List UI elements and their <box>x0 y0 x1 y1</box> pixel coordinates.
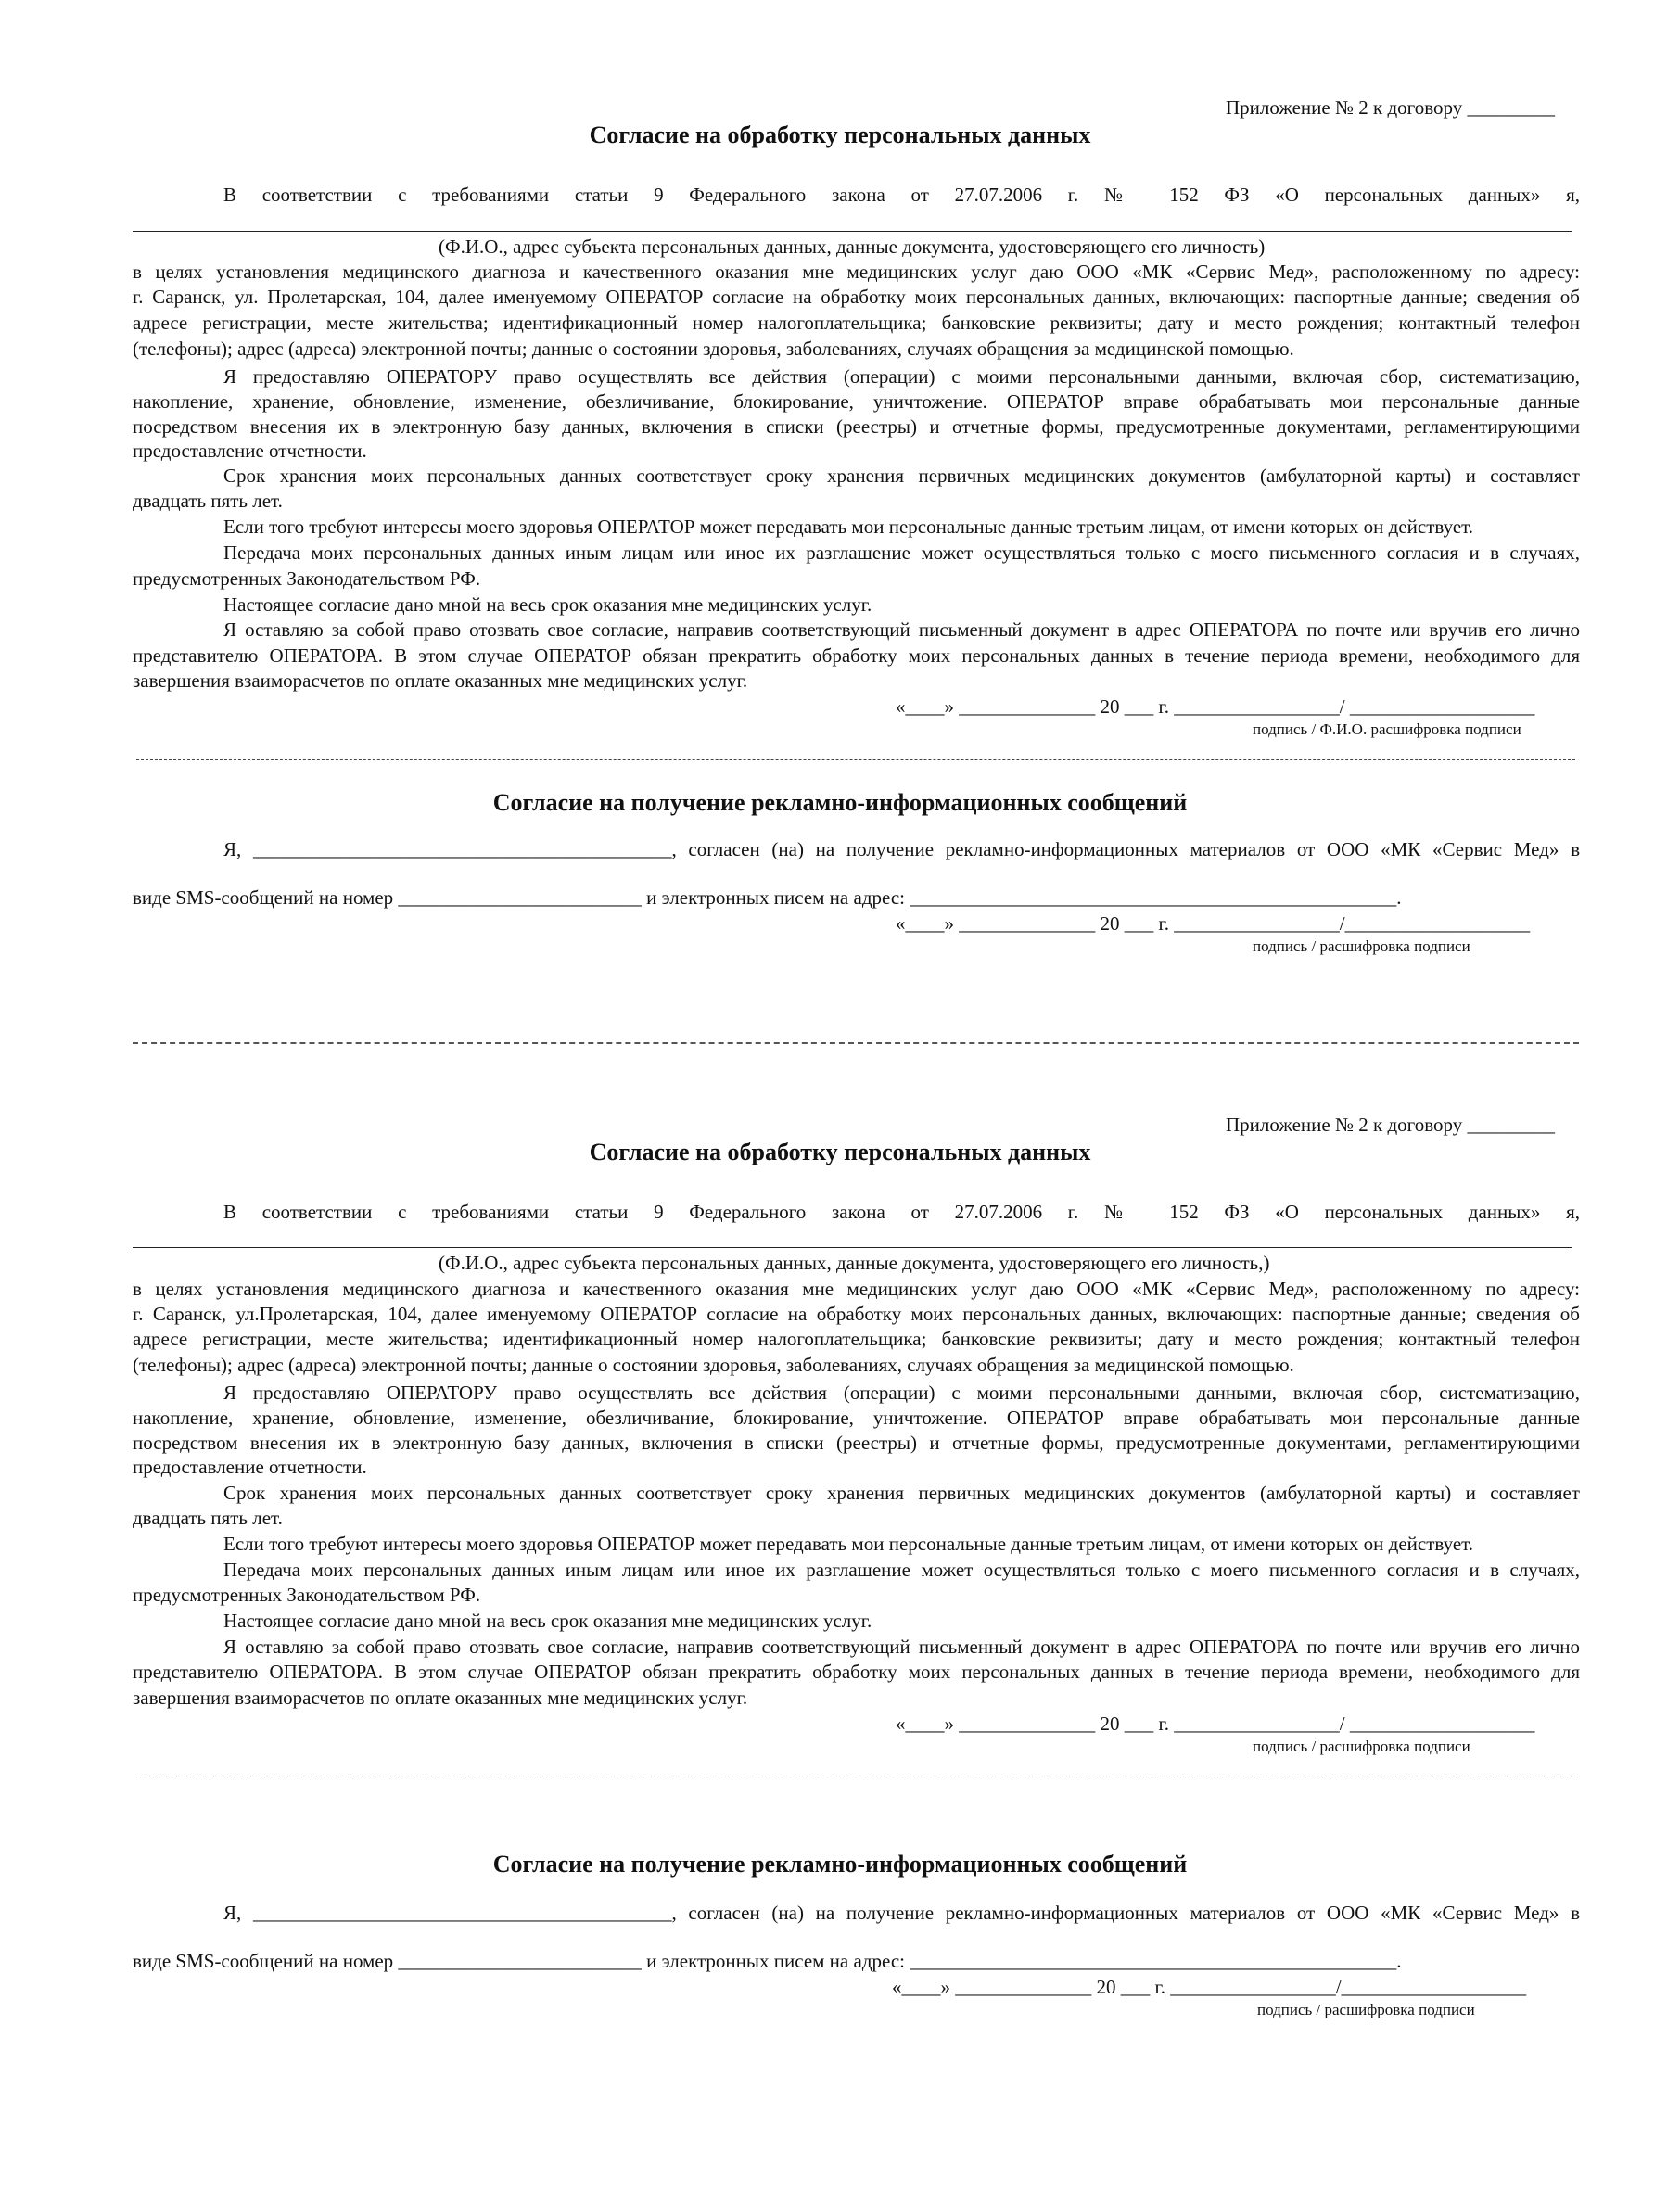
paragraph-line: посредством внесения их в электронную базу данных, включения в списки (реестры) и отчетные формы, предусмотренные документами, регламентирующими <box>133 1432 1580 1454</box>
paragraph-line: Я оставляю за собой право отозвать свое согласие, направив соответствующий письменный документ в адрес ОПЕРАТОРА по почте или вручив его лично <box>223 618 1580 641</box>
paragraph-line: Я оставляю за собой право отозвать свое согласие, направив соответствующий письменный документ в адрес ОПЕРАТОРА по почте или вручив его лично <box>223 1636 1580 1658</box>
ad-signature-caption: подпись / расшифровка подписи <box>1257 2001 1475 2018</box>
paragraph-line: Передача моих персональных данных иным лицам или иное их разглашение может осуществляться только с моего письменного согласия и в случаях, <box>223 541 1580 564</box>
cut-line <box>136 759 1575 760</box>
paragraph-line: адресе регистрации, месте жительства; идентификационный номер налогоплательщика; банковские реквизиты; дату и место рождения; контактный телефон <box>133 312 1580 334</box>
intro-line: В соответствии с требованиями статьи 9 Федерального закона от 27.07.2006 г. № 152 ФЗ «О персональных данных» я, <box>223 1201 1580 1223</box>
paragraph-line: Срок хранения моих персональных данных соответствует сроку хранения первичных медицинских документов (амбулаторной карты) и составляет <box>223 1482 1580 1504</box>
paragraph-line: накопление, хранение, обновление, изменение, обезличивание, блокирование, уничтожение. ОПЕРАТОР вправе обрабатывать мои персональные данные <box>133 1407 1580 1429</box>
ad-consent-title: Согласие на получение рекламно-информационных сообщений <box>492 789 1188 816</box>
paragraph-line: накопление, хранение, обновление, изменение, обезличивание, блокирование, уничтожение. ОПЕРАТОР вправе обрабатывать мои персональные данные <box>133 390 1580 413</box>
paragraph-line: (телефоны); адрес (адреса) электронной почты; данные о состоянии здоровья, заболеваниях, случаях обращения за медицинской помощью. <box>133 1354 1294 1376</box>
paragraph-line: Настоящее согласие дано мной на весь срок оказания мне медицинских услуг. <box>223 593 872 616</box>
paragraph-line: предусмотренных Законодательством РФ. <box>133 567 481 590</box>
signature-caption: подпись / расшифровка подписи <box>1253 1738 1470 1755</box>
appendix-label: Приложение № 2 к договору _________ <box>1226 96 1555 119</box>
page-title: Согласие на обработку персональных данных <box>589 1139 1091 1165</box>
paragraph-line: Я предоставляю ОПЕРАТОРУ право осуществлять все действия (операции) с моими персональными данными, включая сбор, систематизацию, <box>223 1381 1580 1404</box>
ad-consent-title: Согласие на получение рекламно-информационных сообщений <box>492 1851 1188 1878</box>
ad-consent-line: Я, ___________________________________________, согласен (на) на получение рекламно-информационных материалов от ООО «МК «Сервис Мед» в <box>223 1902 1580 1924</box>
signature-caption: подпись / Ф.И.О. расшифровка подписи <box>1253 720 1521 738</box>
signature-line[interactable]: «____» ______________ 20 ___ г. _________________/ ___________________ <box>896 695 1535 718</box>
paragraph-line: г. Саранск, ул.Пролетарская, 104, далее именуемому ОПЕРАТОР согласие на обработку моих персональных данных, включающих: паспортные данные; сведения об <box>133 1303 1580 1325</box>
paragraph-line: в целях установления медицинского диагноза и качественного оказания мне медицинских услуг даю ООО «МК «Сервис Мед», расположенному по адресу: <box>133 1278 1580 1300</box>
paragraph-line: представителю ОПЕРАТОРА. В этом случае ОПЕРАТОР обязан прекратить обработку моих персональных данных в течение периода времени, необходимого для <box>133 644 1580 667</box>
paragraph-line: предоставление отчетности. <box>133 439 367 462</box>
fio-underline[interactable] <box>133 1247 1572 1248</box>
ad-consent-line: виде SMS-сообщений на номер _________________________ и электронных писем на адрес: __________________________________________________. <box>133 886 1402 909</box>
page-separator <box>133 1042 1579 1044</box>
paragraph-line: Я предоставляю ОПЕРАТОРУ право осуществлять все действия (операции) с моими персональными данными, включая сбор, систематизацию, <box>223 365 1580 388</box>
paragraph-line: представителю ОПЕРАТОРА. В этом случае ОПЕРАТОР обязан прекратить обработку моих персональных данных в течение периода времени, необходимого для <box>133 1661 1580 1683</box>
paragraph-line: предусмотренных Законодательством РФ. <box>133 1584 481 1606</box>
ad-signature-line[interactable]: «____» ______________ 20 ___ г. _________________/___________________ <box>896 912 1531 935</box>
paragraph-line: двадцать пять лет. <box>133 1507 283 1529</box>
paragraph-line: Передача моих персональных данных иным лицам или иное их разглашение может осуществляться только с моего письменного согласия и в случаях, <box>223 1559 1580 1581</box>
paragraph-line: Если того требуют интересы моего здоровья ОПЕРАТОР может передавать мои персональные данные третьим лицам, от имени которых он действует. <box>223 516 1473 538</box>
ad-signature-caption: подпись / расшифровка подписи <box>1253 937 1470 955</box>
page-title: Согласие на обработку персональных данных <box>589 121 1091 148</box>
paragraph-line: предоставление отчетности. <box>133 1456 367 1478</box>
paragraph-line: Настоящее согласие дано мной на весь срок оказания мне медицинских услуг. <box>223 1610 872 1632</box>
ad-consent-line: Я, ___________________________________________, согласен (на) на получение рекламно-информационных материалов от ООО «МК «Сервис Мед» в <box>223 838 1580 860</box>
paragraph-line: завершения взаиморасчетов по оплате оказанных мне медицинских услуг. <box>133 1687 748 1709</box>
paragraph-line: в целях установления медицинского диагноза и качественного оказания мне медицинских услуг даю ООО «МК «Сервис Мед», расположенному по адресу: <box>133 261 1580 283</box>
paragraph-line: адресе регистрации, месте жительства; идентификационный номер налогоплательщика; банковские реквизиты; дату и место рождения; контактный телефон <box>133 1328 1580 1350</box>
signature-line[interactable]: «____» ______________ 20 ___ г. _________________/ ___________________ <box>896 1713 1535 1735</box>
fio-caption: (Ф.И.О., адрес субъекта персональных данных, данные документа, удостоверяющего его личность) <box>439 236 1266 258</box>
paragraph-line: (телефоны); адрес (адреса) электронной почты; данные о состоянии здоровья, заболеваниях, случаях обращения за медицинской помощью. <box>133 337 1294 360</box>
paragraph-line: посредством внесения их в электронную базу данных, включения в списки (реестры) и отчетные формы, предусмотренные документами, регламентирующими <box>133 415 1580 438</box>
fio-caption: (Ф.И.О., адрес субъекта персональных данных, данные документа, удостоверяющего его личность,) <box>439 1252 1270 1274</box>
fio-underline[interactable] <box>133 231 1572 232</box>
ad-consent-line: виде SMS-сообщений на номер _________________________ и электронных писем на адрес: __________________________________________________. <box>133 1950 1402 1972</box>
paragraph-line: Срок хранения моих персональных данных соответствует сроку хранения первичных медицинских документов (амбулаторной карты) и составляет <box>223 465 1580 487</box>
intro-line: В соответствии с требованиями статьи 9 Федерального закона от 27.07.2006 г. № 152 ФЗ «О персональных данных» я, <box>223 184 1580 206</box>
paragraph-line: г. Саранск, ул. Пролетарская, 104, далее именуемому ОПЕРАТОР согласие на обработку моих персональных данных, включающих: паспортные данные; сведения об <box>133 286 1580 308</box>
paragraph-line: завершения взаиморасчетов по оплате оказанных мне медицинских услуг. <box>133 669 748 692</box>
appendix-label: Приложение № 2 к договору _________ <box>1226 1114 1555 1136</box>
paragraph-line: двадцать пять лет. <box>133 490 283 512</box>
ad-signature-line[interactable]: «____» ______________ 20 ___ г. _________________/___________________ <box>892 1976 1527 1998</box>
paragraph-line: Если того требуют интересы моего здоровья ОПЕРАТОР может передавать мои персональные данные третьим лицам, от имени которых он действует. <box>223 1533 1473 1555</box>
